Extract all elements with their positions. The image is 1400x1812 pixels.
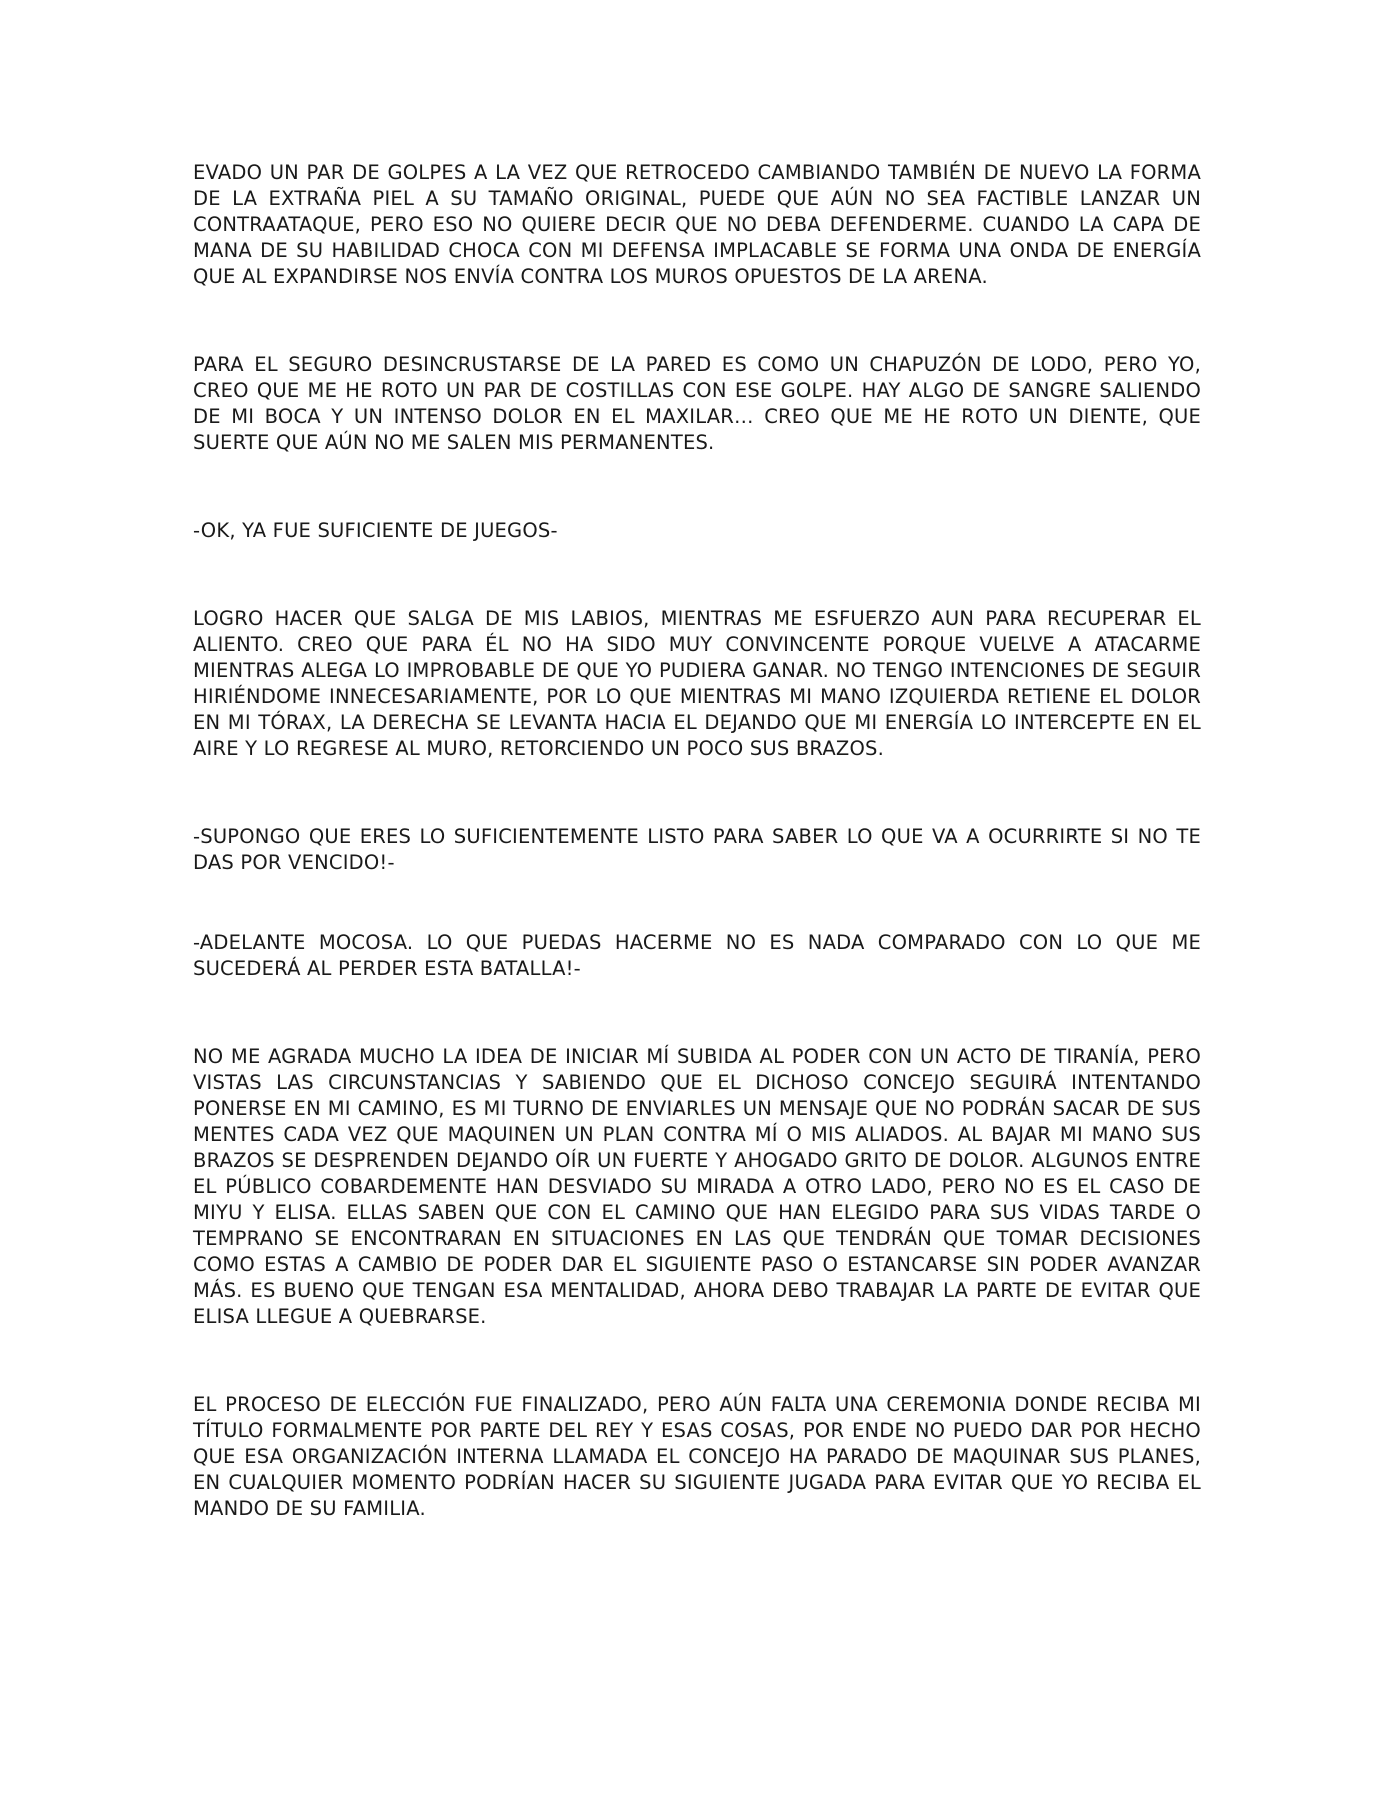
paragraph-5: EL PROCESO DE ELECCIÓN FUE FINALIZADO, PERO AÚN FALTA UNA CEREMONIA DONDE RECIBA MI TÍTULO FORMALMENTE POR PARTE DEL REY Y ESAS COSAS, POR ENDE NO PUEDO DAR POR HECHO QUE ESA ORGANIZACIÓN INTERNA LLAMADA EL CONCEJO HA PARADO DE MAQUINAR SUS PLANES, EN CUALQUIER MOMENTO PODRÍAN HACER SU SIGUIENTE JUGADA PARA EVITAR QUE YO RECIBA EL MANDO DE SU FAMILIA.: [193, 1393, 1201, 1520]
paragraph-1: EVADO UN PAR DE GOLPES A LA VEZ QUE RETROCEDO CAMBIANDO TAMBIÉN DE NUEVO LA FORMA DE LA EXTRAÑA PIEL A SU TAMAÑO ORIGINAL, PUEDE QUE AÚN NO SEA FACTIBLE LANZAR UN CONTRAATAQUE, PERO ESO NO QUIERE DECIR QUE NO DEBA DEFENDERME. CUANDO LA CAPA DE MANA DE SU HABILIDAD CHOCA CON MI DEFENSA IMPLACABLE SE FORMA UNA ONDA DE ENERGÍA QUE AL EXPANDIRSE NOS ENVÍA CONTRA LOS MUROS OPUESTOS DE LA ARENA.: [193, 161, 1201, 288]
paragraph-3: LOGRO HACER QUE SALGA DE MIS LABIOS, MIENTRAS ME ESFUERZO AUN PARA RECUPERAR EL ALIENTO. CREO QUE PARA ÉL NO HA SIDO MUY CONVINCENTE PORQUE VUELVE A ATACARME MIENTRAS ALEGA LO IMPROBABLE DE QUE YO PUDIERA GANAR. NO TENGO INTENCIONES DE SEGUIR HIRIÉNDOME INNECESARIAMENTE, POR LO QUE MIENTRAS MI MANO IZQUIERDA RETIENE EL DOLOR EN MI TÓRAX, LA DERECHA SE LEVANTA HACIA EL DEJANDO QUE MI ENERGÍA LO INTERCEPTE EN EL AIRE Y LO REGRESE AL MURO, RETORCIENDO UN POCO SUS BRAZOS.: [193, 607, 1201, 760]
paragraph-2: PARA EL SEGURO DESINCRUSTARSE DE LA PARED ES COMO UN CHAPUZÓN DE LODO, PERO YO, CREO QUE ME HE ROTO UN PAR DE COSTILLAS CON ESE GOLPE. HAY ALGO DE SANGRE SALIENDO DE MI BOCA Y UN INTENSO DOLOR EN EL MAXILAR… CREO QUE ME HE ROTO UN DIENTE, QUE SUERTE QUE AÚN NO ME SALEN MIS PERMANENTES.: [193, 353, 1201, 454]
paragraph-4: NO ME AGRADA MUCHO LA IDEA DE INICIAR MÍ SUBIDA AL PODER CON UN ACTO DE TIRANÍA, PERO VISTAS LAS CIRCUNSTANCIAS Y SABIENDO QUE EL DICHOSO CONCEJO SEGUIRÁ INTENTANDO PONERSE EN MI CAMINO, ES MI TURNO DE ENVIARLES UN MENSAJE QUE NO PODRÁN SACAR DE SUS MENTES CADA VEZ QUE MAQUINEN UN PLAN CONTRA MÍ O MIS ALIADOS. AL BAJAR MI MANO SUS BRAZOS SE DESPRENDEN DEJANDO OÍR UN FUERTE Y AHOGADO GRITO DE DOLOR. ALGUNOS ENTRE EL PÚBLICO COBARDEMENTE HAN DESVIADO SU MIRADA A OTRO LADO, PERO NO ES EL CASO DE MIYU Y ELISA. ELLAS SABEN QUE CON EL CAMINO QUE HAN ELEGIDO PARA SUS VIDAS TARDE O TEMPRANO SE ENCONTRARAN EN SITUACIONES EN LAS QUE TENDRÁN QUE TOMAR DECISIONES COMO ESTAS A CAMBIO DE PODER DAR EL SIGUIENTE PASO O ESTANCARSE SIN PODER AVANZAR MÁS. ES BUENO QUE TENGAN ESA MENTALIDAD, AHORA DEBO TRABAJAR LA PARTE DE EVITAR QUE ELISA LLEGUE A QUEBRARSE.: [193, 1045, 1201, 1328]
dialogue-2: -SUPONGO QUE ERES LO SUFICIENTEMENTE LISTO PARA SABER LO QUE VA A OCURRIRTE SI NO TE DAS POR VENCIDO!-: [193, 825, 1201, 874]
document-body: [193, 160, 1201, 1522]
dialogue-3: -ADELANTE MOCOSA. LO QUE PUEDAS HACERME NO ES NADA COMPARADO CON LO QUE ME SUCEDERÁ AL PERDER ESTA BATALLA!-: [193, 931, 1201, 980]
dialogue-1: -OK, YA FUE SUFICIENTE DE JUEGOS-: [193, 519, 558, 542]
